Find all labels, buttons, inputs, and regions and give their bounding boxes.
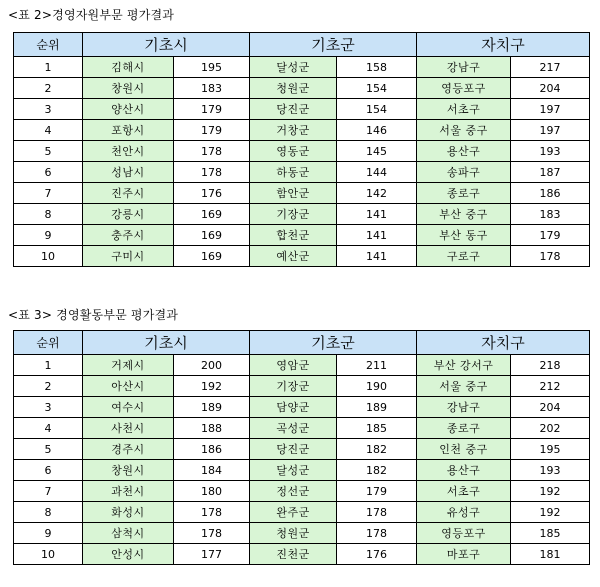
- table-row: [14, 397, 590, 418]
- rank-cell: 8: [14, 502, 83, 523]
- city-score-cell: 169: [174, 204, 250, 225]
- district-name-cell: 부산 중구: [417, 204, 511, 225]
- table-row: [14, 544, 590, 565]
- district-name-cell: 구로구: [417, 246, 511, 267]
- county-score-cell: 189: [337, 397, 417, 418]
- county-score-cell: 154: [337, 78, 417, 99]
- district-score-cell: 187: [511, 162, 590, 183]
- county-score-cell: 141: [337, 204, 417, 225]
- district-name-cell: 송파구: [417, 162, 511, 183]
- rank-cell: 4: [14, 418, 83, 439]
- district-score-cell: 217: [511, 57, 590, 78]
- district-score-cell: 212: [511, 376, 590, 397]
- rank-cell: 9: [14, 523, 83, 544]
- rank-cell: 2: [14, 376, 83, 397]
- city-score-cell: 192: [174, 376, 250, 397]
- district-name-cell: 유성구: [417, 502, 511, 523]
- district-score-cell: 193: [511, 460, 590, 481]
- county-name-cell: 진천군: [250, 544, 337, 565]
- district-score-cell: 192: [511, 502, 590, 523]
- table-row: [14, 355, 590, 376]
- district-name-cell: 부산 동구: [417, 225, 511, 246]
- district-name-cell: 서초구: [417, 99, 511, 120]
- city-score-cell: 180: [174, 481, 250, 502]
- city-score-cell: 169: [174, 246, 250, 267]
- county-name-cell: 영동군: [250, 141, 337, 162]
- county-score-cell: 211: [337, 355, 417, 376]
- district-score-cell: 192: [511, 481, 590, 502]
- district-score-cell: 202: [511, 418, 590, 439]
- district-name-cell: 인천 중구: [417, 439, 511, 460]
- county-name-cell: 당진군: [250, 99, 337, 120]
- table2-caption: <표 2>경영자원부문 평가결과: [8, 8, 175, 22]
- district-score-cell: 185: [511, 523, 590, 544]
- county-score-cell: 142: [337, 183, 417, 204]
- district-score-cell: 195: [511, 439, 590, 460]
- table-row: [14, 99, 590, 120]
- city-header: 기초시: [83, 331, 250, 355]
- county-name-cell: 달성군: [250, 460, 337, 481]
- city-name-cell: 양산시: [83, 99, 174, 120]
- county-score-cell: 145: [337, 141, 417, 162]
- rank-cell: 2: [14, 78, 83, 99]
- city-score-cell: 189: [174, 397, 250, 418]
- city-name-cell: 화성시: [83, 502, 174, 523]
- district-score-cell: 204: [511, 397, 590, 418]
- county-name-cell: 예산군: [250, 246, 337, 267]
- county-score-cell: 141: [337, 225, 417, 246]
- city-score-cell: 178: [174, 162, 250, 183]
- district-name-cell: 마포구: [417, 544, 511, 565]
- county-name-cell: 담양군: [250, 397, 337, 418]
- table-row: [14, 246, 590, 267]
- district-score-cell: 179: [511, 225, 590, 246]
- table-row: [14, 162, 590, 183]
- city-name-cell: 강릉시: [83, 204, 174, 225]
- county-name-cell: 합천군: [250, 225, 337, 246]
- table-row: [14, 78, 590, 99]
- city-name-cell: 창원시: [83, 78, 174, 99]
- city-name-cell: 안성시: [83, 544, 174, 565]
- table2-header-row: [14, 33, 590, 57]
- district-name-cell: 용산구: [417, 460, 511, 481]
- rank-cell: 7: [14, 183, 83, 204]
- city-score-cell: 186: [174, 439, 250, 460]
- city-score-cell: 183: [174, 78, 250, 99]
- county-name-cell: 기장군: [250, 376, 337, 397]
- table-row: [14, 225, 590, 246]
- city-score-cell: 178: [174, 523, 250, 544]
- city-score-cell: 176: [174, 183, 250, 204]
- table-row: [14, 481, 590, 502]
- city-name-cell: 천안시: [83, 141, 174, 162]
- county-name-cell: 청원군: [250, 523, 337, 544]
- county-name-cell: 곡성군: [250, 418, 337, 439]
- table-row: [14, 418, 590, 439]
- district-header: 자치구: [417, 33, 590, 57]
- table-row: [14, 57, 590, 78]
- city-name-cell: 과천시: [83, 481, 174, 502]
- table-row: [14, 460, 590, 481]
- county-header: 기초군: [250, 33, 417, 57]
- county-name-cell: 하동군: [250, 162, 337, 183]
- district-score-cell: 181: [511, 544, 590, 565]
- rank-cell: 10: [14, 246, 83, 267]
- city-name-cell: 거제시: [83, 355, 174, 376]
- district-name-cell: 종로구: [417, 183, 511, 204]
- county-score-cell: 154: [337, 99, 417, 120]
- county-header: 기초군: [250, 331, 417, 355]
- county-score-cell: 141: [337, 246, 417, 267]
- rank-cell: 4: [14, 120, 83, 141]
- district-name-cell: 강남구: [417, 57, 511, 78]
- city-score-cell: 184: [174, 460, 250, 481]
- city-score-cell: 195: [174, 57, 250, 78]
- rank-cell: 1: [14, 57, 83, 78]
- district-name-cell: 용산구: [417, 141, 511, 162]
- city-name-cell: 김해시: [83, 57, 174, 78]
- rank-cell: 6: [14, 460, 83, 481]
- district-score-cell: 178: [511, 246, 590, 267]
- county-score-cell: 178: [337, 502, 417, 523]
- district-name-cell: 서울 중구: [417, 376, 511, 397]
- rank-cell: 5: [14, 439, 83, 460]
- district-header: 자치구: [417, 331, 590, 355]
- county-score-cell: 144: [337, 162, 417, 183]
- county-name-cell: 달성군: [250, 57, 337, 78]
- city-name-cell: 성남시: [83, 162, 174, 183]
- county-score-cell: 178: [337, 523, 417, 544]
- city-header: 기초시: [83, 33, 250, 57]
- county-name-cell: 청원군: [250, 78, 337, 99]
- county-name-cell: 함안군: [250, 183, 337, 204]
- county-score-cell: 190: [337, 376, 417, 397]
- city-name-cell: 구미시: [83, 246, 174, 267]
- county-name-cell: 완주군: [250, 502, 337, 523]
- city-score-cell: 178: [174, 502, 250, 523]
- district-score-cell: 186: [511, 183, 590, 204]
- rank-cell: 7: [14, 481, 83, 502]
- county-name-cell: 정선군: [250, 481, 337, 502]
- county-name-cell: 영암군: [250, 355, 337, 376]
- city-name-cell: 사천시: [83, 418, 174, 439]
- district-score-cell: 218: [511, 355, 590, 376]
- city-name-cell: 경주시: [83, 439, 174, 460]
- table-row: [14, 502, 590, 523]
- rank-cell: 10: [14, 544, 83, 565]
- rank-cell: 9: [14, 225, 83, 246]
- rank-header: 순위: [14, 33, 83, 57]
- county-score-cell: 176: [337, 544, 417, 565]
- table-row: [14, 183, 590, 204]
- district-score-cell: 197: [511, 99, 590, 120]
- rank-cell: 3: [14, 397, 83, 418]
- city-name-cell: 진주시: [83, 183, 174, 204]
- county-score-cell: 179: [337, 481, 417, 502]
- county-score-cell: 146: [337, 120, 417, 141]
- district-score-cell: 183: [511, 204, 590, 225]
- table-row: [14, 439, 590, 460]
- table3-header-row: [14, 331, 590, 355]
- table-row: [14, 141, 590, 162]
- rank-cell: 8: [14, 204, 83, 225]
- district-score-cell: 193: [511, 141, 590, 162]
- table3-caption: <표 3> 경영활동부문 평가결과: [8, 308, 179, 322]
- district-name-cell: 부산 강서구: [417, 355, 511, 376]
- district-score-cell: 204: [511, 78, 590, 99]
- table-row: [14, 376, 590, 397]
- district-name-cell: 영등포구: [417, 78, 511, 99]
- district-name-cell: 강남구: [417, 397, 511, 418]
- city-name-cell: 포항시: [83, 120, 174, 141]
- district-name-cell: 영등포구: [417, 523, 511, 544]
- city-name-cell: 삼척시: [83, 523, 174, 544]
- city-name-cell: 충주시: [83, 225, 174, 246]
- city-score-cell: 169: [174, 225, 250, 246]
- table3-management-activities: [13, 330, 590, 565]
- county-score-cell: 158: [337, 57, 417, 78]
- city-score-cell: 179: [174, 99, 250, 120]
- county-score-cell: 182: [337, 460, 417, 481]
- district-score-cell: 197: [511, 120, 590, 141]
- table-row: [14, 120, 590, 141]
- city-score-cell: 200: [174, 355, 250, 376]
- county-score-cell: 185: [337, 418, 417, 439]
- county-name-cell: 거창군: [250, 120, 337, 141]
- city-score-cell: 178: [174, 141, 250, 162]
- county-score-cell: 182: [337, 439, 417, 460]
- city-name-cell: 여수시: [83, 397, 174, 418]
- district-name-cell: 서초구: [417, 481, 511, 502]
- table2-management-resources: [13, 32, 590, 267]
- rank-cell: 1: [14, 355, 83, 376]
- city-score-cell: 177: [174, 544, 250, 565]
- rank-cell: 3: [14, 99, 83, 120]
- county-name-cell: 기장군: [250, 204, 337, 225]
- rank-cell: 5: [14, 141, 83, 162]
- city-score-cell: 179: [174, 120, 250, 141]
- city-name-cell: 아산시: [83, 376, 174, 397]
- district-name-cell: 종로구: [417, 418, 511, 439]
- city-score-cell: 188: [174, 418, 250, 439]
- table-row: [14, 204, 590, 225]
- rank-cell: 6: [14, 162, 83, 183]
- city-name-cell: 창원시: [83, 460, 174, 481]
- table-row: [14, 523, 590, 544]
- county-name-cell: 당진군: [250, 439, 337, 460]
- rank-header: 순위: [14, 331, 83, 355]
- district-name-cell: 서울 중구: [417, 120, 511, 141]
